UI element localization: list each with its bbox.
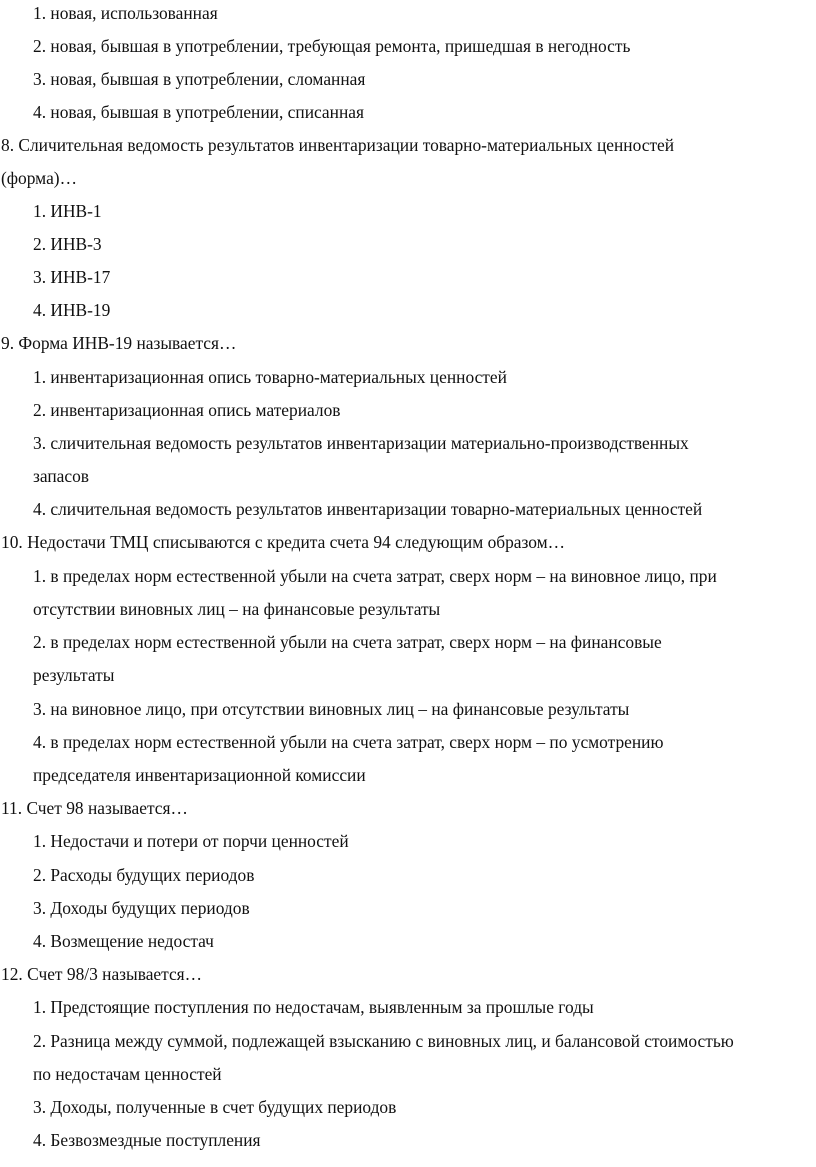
answer-option: 2. инвентаризационная опись материалов [33,400,341,420]
answer-option: 3. Доходы будущих периодов [33,898,250,918]
question-text: 11. Счет 98 называется… [1,798,188,818]
answer-option: результаты [33,665,115,685]
answer-option: 3. сличительная ведомость результатов инвентаризации материально-производственных [33,433,689,453]
answer-option: 4. в пределах норм естественной убыли на счета затрат, сверх норм – по усмотрению [33,732,664,752]
question-text: 8. Сличительная ведомость результатов инвентаризации товарно-материальных ценностей [1,135,675,155]
answer-option: 1. инвентаризационная опись товарно-материальных ценностей [33,367,507,387]
answer-option: 3. на виновное лицо, при отсутствии виновных лиц – на финансовые результаты [33,699,630,719]
answer-option: 1. новая, использованная [33,3,218,23]
answer-option: по недостачам ценностей [33,1064,222,1084]
answer-option: 4. ИНВ-19 [33,300,111,320]
answer-option: председателя инвентаризационной комиссии [33,765,366,785]
answer-option: отсутствии виновных лиц – на финансовые результаты [33,599,441,619]
answer-option: 1. Предстоящие поступления по недостачам, выявленным за прошлые годы [33,997,594,1017]
question-text: 10. Недостачи ТМЦ списываются с кредита счета 94 следующим образом… [1,532,566,552]
answer-option: 2. новая, бывшая в употреблении, требующая ремонта, пришедшая в негодность [33,36,631,56]
answer-option: 4. новая, бывшая в употреблении, списанная [33,102,364,122]
answer-option: 3. ИНВ-17 [33,267,111,287]
answer-option: 4. Возмещение недостач [33,931,214,951]
answer-option: 3. Доходы, полученные в счет будущих периодов [33,1097,397,1117]
answer-option: 1. ИНВ-1 [33,201,102,221]
answer-option: 4. сличительная ведомость результатов инвентаризации товарно-материальных ценностей [33,499,703,519]
answer-option: 2. Расходы будущих периодов [33,865,255,885]
answer-option: 2. ИНВ-3 [33,234,102,254]
question-text: 12. Счет 98/3 называется… [1,964,203,984]
answer-option: 1. Недостачи и потери от порчи ценностей [33,831,349,851]
answer-option: 2. Разница между суммой, подлежащей взысканию с виновных лиц, и балансовой стоимостью [33,1031,734,1051]
answer-option: 1. в пределах норм естественной убыли на счета затрат, сверх норм – на виновное лицо, при [33,566,717,586]
question-text: 9. Форма ИНВ-19 называется… [1,333,237,353]
answer-option: 3. новая, бывшая в употреблении, сломанная [33,69,366,89]
question-text: (форма)… [1,168,77,188]
answer-option: запасов [33,466,90,486]
answer-option: 4. Безвозмездные поступления [33,1130,261,1150]
answer-option: 2. в пределах норм естественной убыли на счета затрат, сверх норм – на финансовые [33,632,662,652]
